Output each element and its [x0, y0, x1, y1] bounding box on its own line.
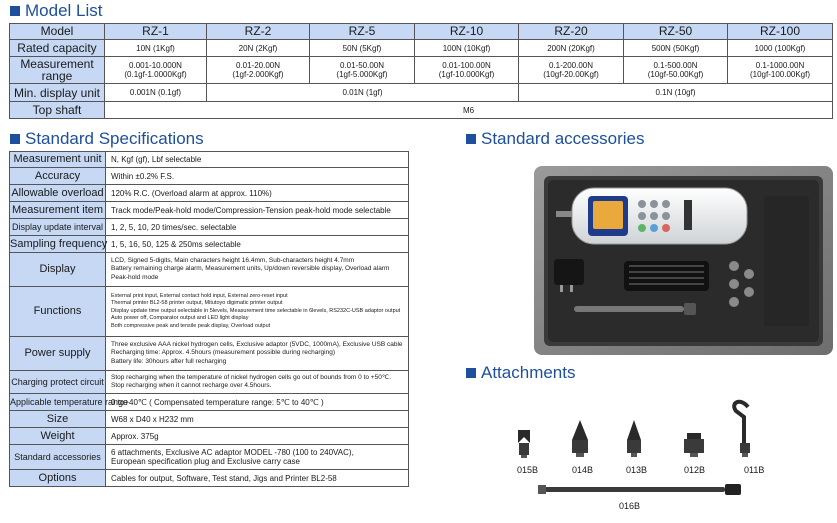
rated-capacity-value: 10N (1Kgf) — [105, 40, 207, 57]
spec-value-line: 1, 2, 5, 10, 20 times/sec. selectable — [111, 222, 237, 232]
attachment-label: 015B — [517, 465, 539, 475]
spec-value — [106, 236, 409, 253]
standard-accessories-title: Standard accessories — [466, 129, 644, 149]
spec-value — [106, 445, 409, 470]
measurement-range-value — [310, 57, 415, 84]
measurement-range-value — [624, 57, 728, 84]
spec-label: Options — [10, 470, 106, 487]
range-kgf: (10gf-100.00Kgf) — [749, 70, 811, 79]
spec-value-line: Stop recharging when the temperature of nickel hydrogen cells go out of bounds from 0 to +50℃. — [111, 373, 391, 381]
spec-value — [106, 287, 409, 337]
spec-row — [10, 185, 409, 202]
measurement-range-label-line: Measurement — [20, 57, 94, 71]
spec-value — [106, 219, 409, 236]
spec-value-line: 1, 5, 16, 50, 125 & 250ms selectable — [111, 239, 241, 249]
spec-label: Functions — [10, 287, 106, 337]
spec-value-line: Battery life: 30hours after full recharging — [111, 357, 227, 365]
range-kgf: (0.1gf-1.0000Kgf) — [124, 70, 187, 79]
range-n: 0.001-10.000N — [129, 61, 182, 70]
model-name: RZ-2 — [207, 24, 310, 40]
square-bullet-icon — [466, 134, 476, 144]
standard-specifications-table — [9, 151, 409, 487]
model-list-title: Model List — [10, 1, 102, 21]
min-display-unit-value: 0.001N (0.1gf) — [105, 84, 207, 102]
attachment-label: 012B — [684, 465, 706, 475]
carry-case-photo — [534, 166, 833, 355]
spec-value-line: N, Kgf (gf), Lbf selectable — [111, 155, 202, 164]
spec-value — [106, 253, 409, 287]
spec-label: Weight — [10, 428, 106, 445]
rated-capacity-value: 20N (2Kgf) — [207, 40, 310, 57]
spec-label: Measurement unit — [10, 152, 106, 168]
min-display-unit-label: Min. display unit — [10, 84, 105, 102]
min-display-unit-value: 0.1N (10gf) — [519, 84, 833, 102]
spec-row — [10, 445, 409, 470]
spec-value-line: LCD, Signed 5-digits, Main characters height 16.4mm, Sub-characters height 4.7mm — [111, 256, 355, 264]
spec-row — [10, 470, 409, 487]
spec-row — [10, 219, 409, 236]
spec-label: Applicable temperature range — [10, 394, 106, 411]
spec-label: Accuracy — [10, 168, 106, 185]
square-bullet-icon — [10, 134, 20, 144]
spec-row — [10, 371, 409, 394]
measurement-range-value — [519, 57, 624, 84]
model-header-row — [10, 24, 833, 40]
extension-rod-icon — [574, 306, 684, 312]
spec-label: Measurement item — [10, 202, 106, 219]
top-shaft-row — [10, 102, 833, 119]
range-kgf: (10gf-20.00Kgf) — [543, 70, 599, 79]
spec-label: Charging protect circuit — [10, 371, 106, 394]
range-n: 0.01-20.00N — [235, 61, 281, 70]
min-display-unit-value: 0.01N (1gf) — [207, 84, 519, 102]
spec-row — [10, 253, 409, 287]
model-name: RZ-5 — [310, 24, 415, 40]
spec-value-line: Cables for output, Software, Test stand, Jigs and Printer BL2-58 — [111, 473, 337, 483]
attachments-illustration — [500, 395, 790, 510]
range-n: 0.1-200.00N — [548, 61, 594, 70]
spec-label: Size — [10, 411, 106, 428]
spec-value — [106, 394, 409, 411]
spec-value-line: Approx. 375g — [111, 431, 159, 441]
range-kgf: (1gf-5.000Kgf) — [336, 70, 388, 79]
range-n: 0.01-100.00N — [442, 61, 491, 70]
spec-value-line: Peak-hold mode — [111, 273, 159, 281]
rated-capacity-value: 1000 (100Kgf) — [728, 40, 833, 57]
attachments-title: Attachments — [466, 363, 576, 383]
spec-value-line: Three exclusive AAA nickel hydrogen cells, Exclusive adaptor (5VDC, 1000mA), Exclusive USB cable — [111, 340, 403, 348]
range-n: 0.01-50.00N — [339, 61, 385, 70]
attachment-013b-icon — [627, 420, 641, 457]
attachment-label: 016B — [619, 501, 641, 511]
range-kgf: (1gf-2.000Kgf) — [232, 70, 284, 79]
spec-value-line: Battery remaining charge alarm, Measurement units, Up/down reversible display, Overload alarm — [111, 265, 390, 273]
standard-specifications-title: Standard Specifications — [10, 129, 204, 149]
range-n: 0.1-1000.00N — [755, 61, 805, 70]
spec-row — [10, 202, 409, 219]
spec-value — [106, 411, 409, 428]
spec-value-line: Track mode/Peak-hold mode/Compression-Tension peak-hold mode selectable — [111, 205, 391, 215]
spec-value-line: Thermal printer BL2-58 printer output, Mitutoyo digimatic printer output — [111, 300, 283, 307]
spec-value-line: Recharging time: Approx. 4.5hours (measurement possible during recharging) — [111, 349, 336, 357]
square-bullet-icon — [10, 6, 20, 16]
spec-label: Display — [10, 253, 106, 287]
spec-label: Standard accessories — [10, 445, 106, 470]
spec-value — [106, 470, 409, 487]
spec-value-line: W68 x D40 x H232 mm — [111, 414, 194, 424]
spec-row — [10, 394, 409, 411]
range-kgf: (1gf-10.000Kgf) — [438, 70, 495, 79]
model-name: RZ-20 — [519, 24, 624, 40]
measurement-range-value — [105, 57, 207, 84]
spec-value-line: 0 to+40℃ ( Compensated temperature range: 5℃ to 40℃ ) — [111, 397, 324, 407]
spec-label: Power supply — [10, 337, 106, 371]
spec-value-line: Stop recharging when it cannot recharge over 4.5hours. — [111, 382, 272, 389]
attachment-016b-icon — [538, 484, 741, 495]
spec-row — [10, 411, 409, 428]
model-header-label: Model — [10, 24, 105, 40]
top-shaft-value: M6 — [105, 102, 833, 119]
measurement-range-label-line: range — [41, 69, 73, 83]
attachment-label: 014B — [572, 465, 594, 475]
spec-row — [10, 428, 409, 445]
model-name: RZ-10 — [415, 24, 519, 40]
spec-value — [106, 168, 409, 185]
rated-capacity-value: 50N (5Kgf) — [310, 40, 415, 57]
spec-value-line: 6 attachments, Exclusive AC adaptor MODEL -780 (100 to 240VAC), — [111, 448, 354, 457]
attachment-label: 011B — [744, 465, 765, 475]
spec-value — [106, 185, 409, 202]
attachment-014b-icon — [572, 420, 588, 457]
rated-capacity-label: Rated capacity — [10, 40, 105, 57]
measurement-range-row — [10, 57, 833, 84]
model-list-table — [9, 23, 833, 119]
model-name: RZ-100 — [728, 24, 833, 40]
measurement-range-value — [728, 57, 833, 84]
spec-value-line: Display update time output selectable in 5levels, Measurement time selectable in 6levels, RS232C-USB adaptor output — [111, 307, 401, 314]
spec-value-line: Both compressive peak and tensile peak display, Overload output — [111, 322, 271, 329]
attachment-label: 013B — [626, 465, 648, 475]
min-display-unit-row — [10, 84, 833, 102]
model-name: RZ-50 — [624, 24, 728, 40]
spec-value-line: European specification plug and Exclusive carry case — [111, 457, 300, 466]
spec-value — [106, 202, 409, 219]
spec-value-line: 120% R.C. (Overload alarm at approx. 110%) — [111, 188, 272, 198]
attachment-015b-icon — [518, 430, 530, 458]
carry-case-illustration — [534, 166, 833, 355]
spec-value — [106, 152, 409, 168]
range-n: 0.1-500.00N — [653, 61, 698, 70]
spec-row — [10, 287, 409, 337]
spec-value — [106, 428, 409, 445]
measurement-range-label — [10, 57, 105, 84]
rated-capacity-value: 500N (50Kgf) — [624, 40, 728, 57]
spec-value — [106, 371, 409, 394]
rated-capacity-row — [10, 40, 833, 57]
attachment-011b-icon — [734, 402, 750, 457]
measurement-range-value — [207, 57, 310, 84]
spec-value-line: External print input, External contact hold input, External zero-reset input — [111, 292, 288, 299]
model-name: RZ-1 — [105, 24, 207, 40]
spec-row — [10, 337, 409, 371]
rated-capacity-value: 200N (20Kgf) — [519, 40, 624, 57]
spec-value — [106, 337, 409, 371]
spec-row — [10, 152, 409, 168]
measurement-range-value — [415, 57, 519, 84]
spec-row — [10, 168, 409, 185]
square-bullet-icon — [466, 368, 476, 378]
spec-label: Allowable overload — [10, 185, 106, 202]
spec-value-line: Auto power off, Comparator output and LED light display — [111, 315, 249, 322]
rated-capacity-value: 100N (10Kgf) — [415, 40, 519, 57]
ac-adaptor-icon — [554, 259, 584, 285]
spec-label: Sampling frequency — [10, 236, 106, 253]
top-shaft-label: Top shaft — [10, 102, 105, 119]
spec-row — [10, 236, 409, 253]
range-kgf: (10gf-50.00Kgf) — [647, 70, 704, 79]
attachment-012b-icon — [684, 433, 704, 457]
spec-label: Display update interval — [10, 219, 106, 236]
spec-value-line: Within ±0.2% F.S. — [111, 171, 175, 181]
